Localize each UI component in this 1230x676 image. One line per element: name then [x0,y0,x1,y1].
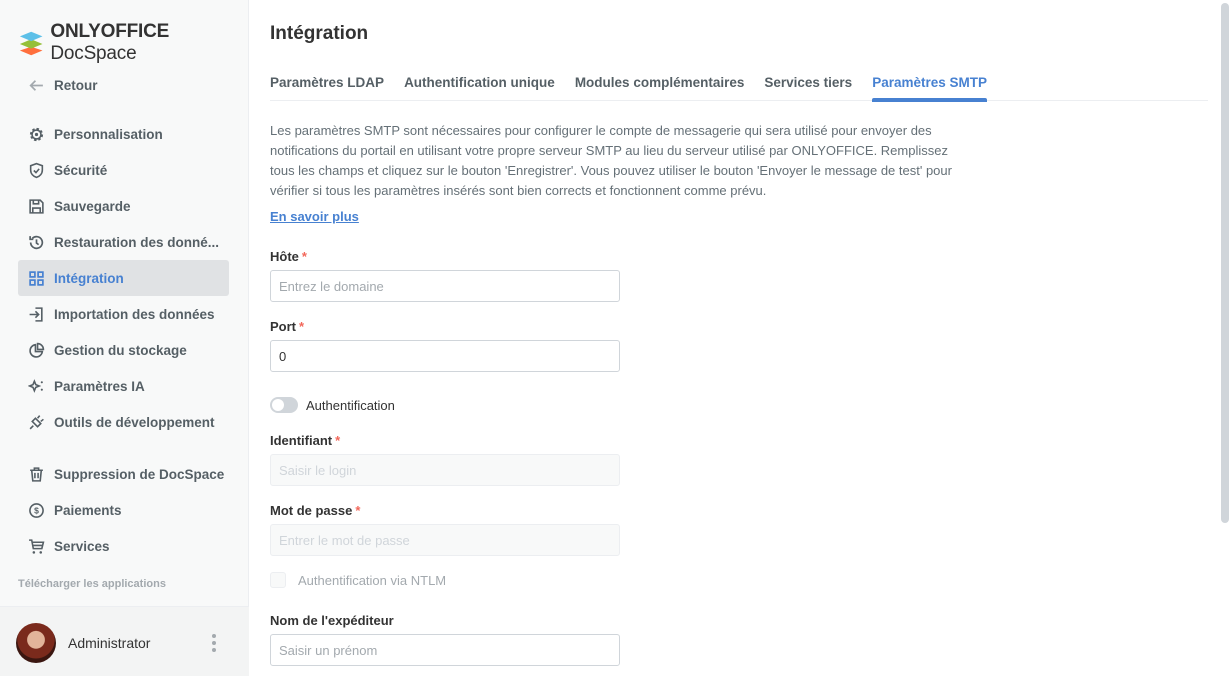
login-input[interactable] [270,454,620,486]
host-label: Hôte * [270,249,307,264]
sidebar-item-label: Gestion du stockage [54,342,187,358]
logo[interactable] [18,21,248,65]
save-icon [28,198,45,215]
password-input[interactable] [270,524,620,556]
arrow-left-icon [28,77,45,94]
avatar[interactable] [16,623,56,663]
sidebar-item-paiements[interactable] [18,492,229,528]
authentication-toggle[interactable] [270,397,298,413]
required-mark: * [355,503,361,518]
sidebar-item-sauvegarde[interactable] [18,188,229,224]
login-label: Identifiant * [270,433,341,448]
host-input[interactable] [270,270,620,302]
sidebar-item-parametres-ia[interactable] [18,368,229,404]
sidebar-item-label: Suppression de DocSpace [54,466,225,482]
download-apps-link[interactable]: Télécharger les applications [18,578,166,590]
brand-name-light: DocSpace [50,43,137,64]
sidebar-item-outils-dev[interactable] [18,404,229,440]
onlyoffice-logo-icon [18,30,44,56]
svg-text:$: $ [34,505,39,516]
sidebar-item-label: Intégration [54,270,124,286]
tab-ldap[interactable]: Paramètres LDAP [270,75,385,90]
tab-third-party[interactable]: Services tiers [764,75,853,90]
tab-smtp[interactable]: Paramètres SMTP [872,72,987,101]
sidebar-item-label: Sauvegarde [54,198,131,214]
authentication-label: Authentification [306,398,395,413]
sidebar-item-label: Outils de développement [54,414,215,430]
page-title: Intégration [270,23,369,44]
sidebar-item-personnalisation[interactable] [18,116,229,152]
port-input[interactable] [270,340,620,372]
sidebar-item-stockage[interactable] [18,332,229,368]
password-label: Mot de passe * [270,503,361,518]
grid-icon [28,270,45,287]
required-mark: * [301,249,307,264]
brand-name-bold: ONLYOFFICE [50,21,170,42]
sidebar-item-label: Restauration des donné... [54,234,220,250]
shield-icon [28,162,45,179]
sidebar-item-securite[interactable] [18,152,229,188]
smtp-description: Les paramètres SMTP sont nécessaires pour configurer le compte de messagerie qui sera utilisé pour envoyer des notifications du portail en utilisant votre propre serveur SMTP au lieu du serveur utilisé par ONLYOFFICE. Remplissez tous les champs et cliquez sur le bouton 'Enregistrer'. Vous pouvez utiliser le bouton 'Envoyer le message de test' pour vérifier si tous les paramètres insérés sont bien corrects et fonctionnent comme prévu. [270,123,952,198]
sidebar-item-label: Services [54,538,110,554]
sidebar-item-label: Paiements [54,502,122,518]
required-mark: * [335,433,341,448]
sidebar-item-suppression[interactable] [18,456,229,492]
history-icon [28,234,45,251]
cart-icon [28,538,45,555]
sidebar-item-integration[interactable] [18,260,229,296]
sidebar-item-label: Sécurité [54,162,108,178]
learn-more-link[interactable]: En savoir plus [270,209,359,224]
sidebar [0,0,249,676]
gear-icon [28,126,45,143]
sidebar-item-label: Paramètres IA [54,378,145,394]
sender-name-label: Nom de l'expéditeur [270,613,394,628]
sender-name-input[interactable] [270,634,620,666]
required-mark: * [299,319,305,334]
import-icon [28,306,45,323]
sidebar-item-label: Personnalisation [54,126,163,142]
more-options-icon[interactable] [211,634,217,654]
profile-name: Administrator [68,635,151,651]
sidebar-item-services[interactable] [18,528,229,564]
port-label: Port * [270,319,305,334]
tabs [270,72,1208,101]
scrollbar[interactable] [1221,3,1229,523]
sidebar-item-restauration[interactable] [18,224,229,260]
plug-icon [28,414,45,431]
pie-chart-icon [28,342,45,359]
back-label: Retour [54,77,98,93]
tab-plugins[interactable]: Modules complémentaires [574,75,745,90]
sidebar-item-importation[interactable] [18,296,229,332]
sparkle-icon [28,378,45,395]
sidebar-item-label: Importation des données [54,306,215,322]
ntlm-label: Authentification via NTLM [298,573,447,588]
trash-icon [28,466,45,483]
tab-sso[interactable]: Authentification unique [404,75,555,90]
ntlm-checkbox[interactable] [270,572,286,588]
dollar-icon [28,502,45,519]
back-button[interactable] [18,67,229,103]
profile-section [0,606,249,676]
